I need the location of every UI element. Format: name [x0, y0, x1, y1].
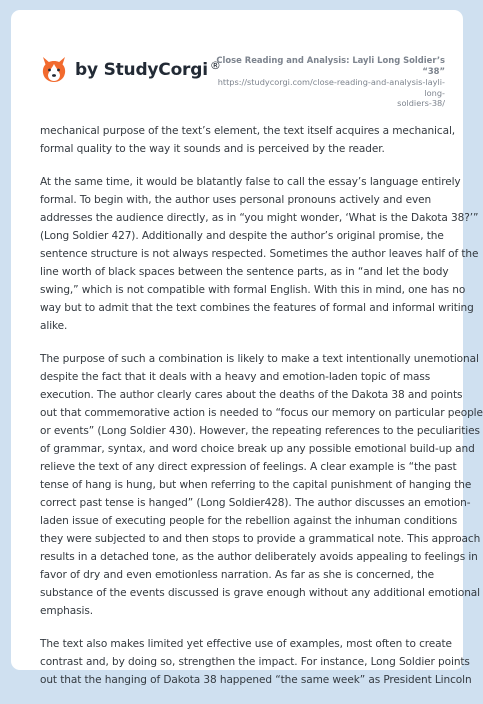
text-line: correct past tense is hanged” (Long Soldier428). The author discusses an emotion- [40, 497, 471, 509]
text-line: sentence structure is not always respected. Sometimes the author leaves half of the [40, 248, 479, 260]
text-line: out that the hanging of Dakota 38 happened “the same week” as President Lincoln [40, 674, 472, 686]
text-line: they were subjected to and then stops to provide a grammatical note. This approach [40, 533, 481, 545]
text-line: At the same time, it would be blatantly false to call the essay’s language entirely [40, 176, 461, 188]
registered-mark: ® [209, 58, 221, 72]
text-line: formal. To begin with, the author uses personal pronouns actively and even [40, 194, 432, 206]
text-line: favor of dry and even emotionless narration. As far as she is concerned, the [40, 569, 435, 581]
text-line: substance of the events discussed is grave enough without any additional emotional [40, 587, 480, 599]
text-line: laden issue of executing people for the rebellion against the inhuman conditions [40, 515, 458, 527]
logo-wordmark: by StudyCorgi ® [75, 58, 221, 80]
document-title: Close Reading and Analysis: Layli Long Soldier’s “38” [216, 55, 445, 76]
text-line: alike. [40, 320, 68, 332]
text-line: The purpose of such a combination is likely to make a text intentionally unemotional [40, 353, 479, 365]
document-url[interactable] [215, 77, 445, 109]
text-line: contrast and, by doing so, strengthen the impact. For instance, Long Soldier points [40, 656, 470, 668]
text-line: mechanical purpose of the text’s element, the text itself acquires a mechanical, [40, 125, 456, 137]
corgi-icon [39, 54, 69, 84]
studycorgi-logo[interactable] [39, 54, 221, 84]
text-line: addresses the audience directly, as in “you might wonder, ‘What is the Dakota 38?’” [40, 212, 479, 224]
text-line: relieve the text of any direct expression of feelings. A clear example is “the past [40, 461, 457, 473]
text-line: emphasis. [40, 605, 93, 617]
text-line: way but to admit that the text combines the features of formal and informal writing [40, 302, 474, 314]
text-line: line worth of black spaces between the sentence parts, as in “and let the body [40, 266, 449, 278]
document-page [11, 10, 483, 686]
paragraph [40, 173, 479, 335]
text-line: results in a detached tone, as the author deliberately avoids appealing to feelings in [40, 551, 478, 563]
text-line: The text also makes limited yet effective use of examples, most often to create [40, 638, 452, 650]
text-line: despite the fact that it deals with a heavy and emotion-laden topic of mass [40, 371, 431, 383]
text-line: formal quality to the way it sounds and is perceived by the reader. [40, 143, 385, 155]
url-line: https://studycorgi.com/close-reading-and-analysis-layli-long- [217, 77, 445, 98]
text-line: swing,” which is not compatible with formal English. With this in mind, one has no [40, 284, 466, 296]
document-meta [215, 55, 445, 109]
paragraph [40, 122, 456, 158]
text-line: or events” (Long Soldier 430). However, the repeating references to the peculiarities [40, 425, 480, 437]
text-line: of grammar, syntax, and word choice break up any possible emotional build-up and [40, 443, 475, 455]
paragraph [40, 635, 472, 689]
text-line: out that commemorative action is needed to “focus our memory on particular people [40, 407, 483, 419]
url-line: soldiers-38/ [397, 98, 445, 108]
text-line: tense of hang is hung, but when referring to the capital punishment of hanging the [40, 479, 472, 491]
document-body [40, 122, 483, 704]
paragraph [40, 350, 483, 620]
text-line: execution. The author clearly cares about the deaths of the Dakota 38 and points [40, 389, 463, 401]
text-line: (Long Soldier 427). Additionally and despite the author’s original promise, the [40, 230, 444, 242]
page-header [11, 10, 463, 120]
